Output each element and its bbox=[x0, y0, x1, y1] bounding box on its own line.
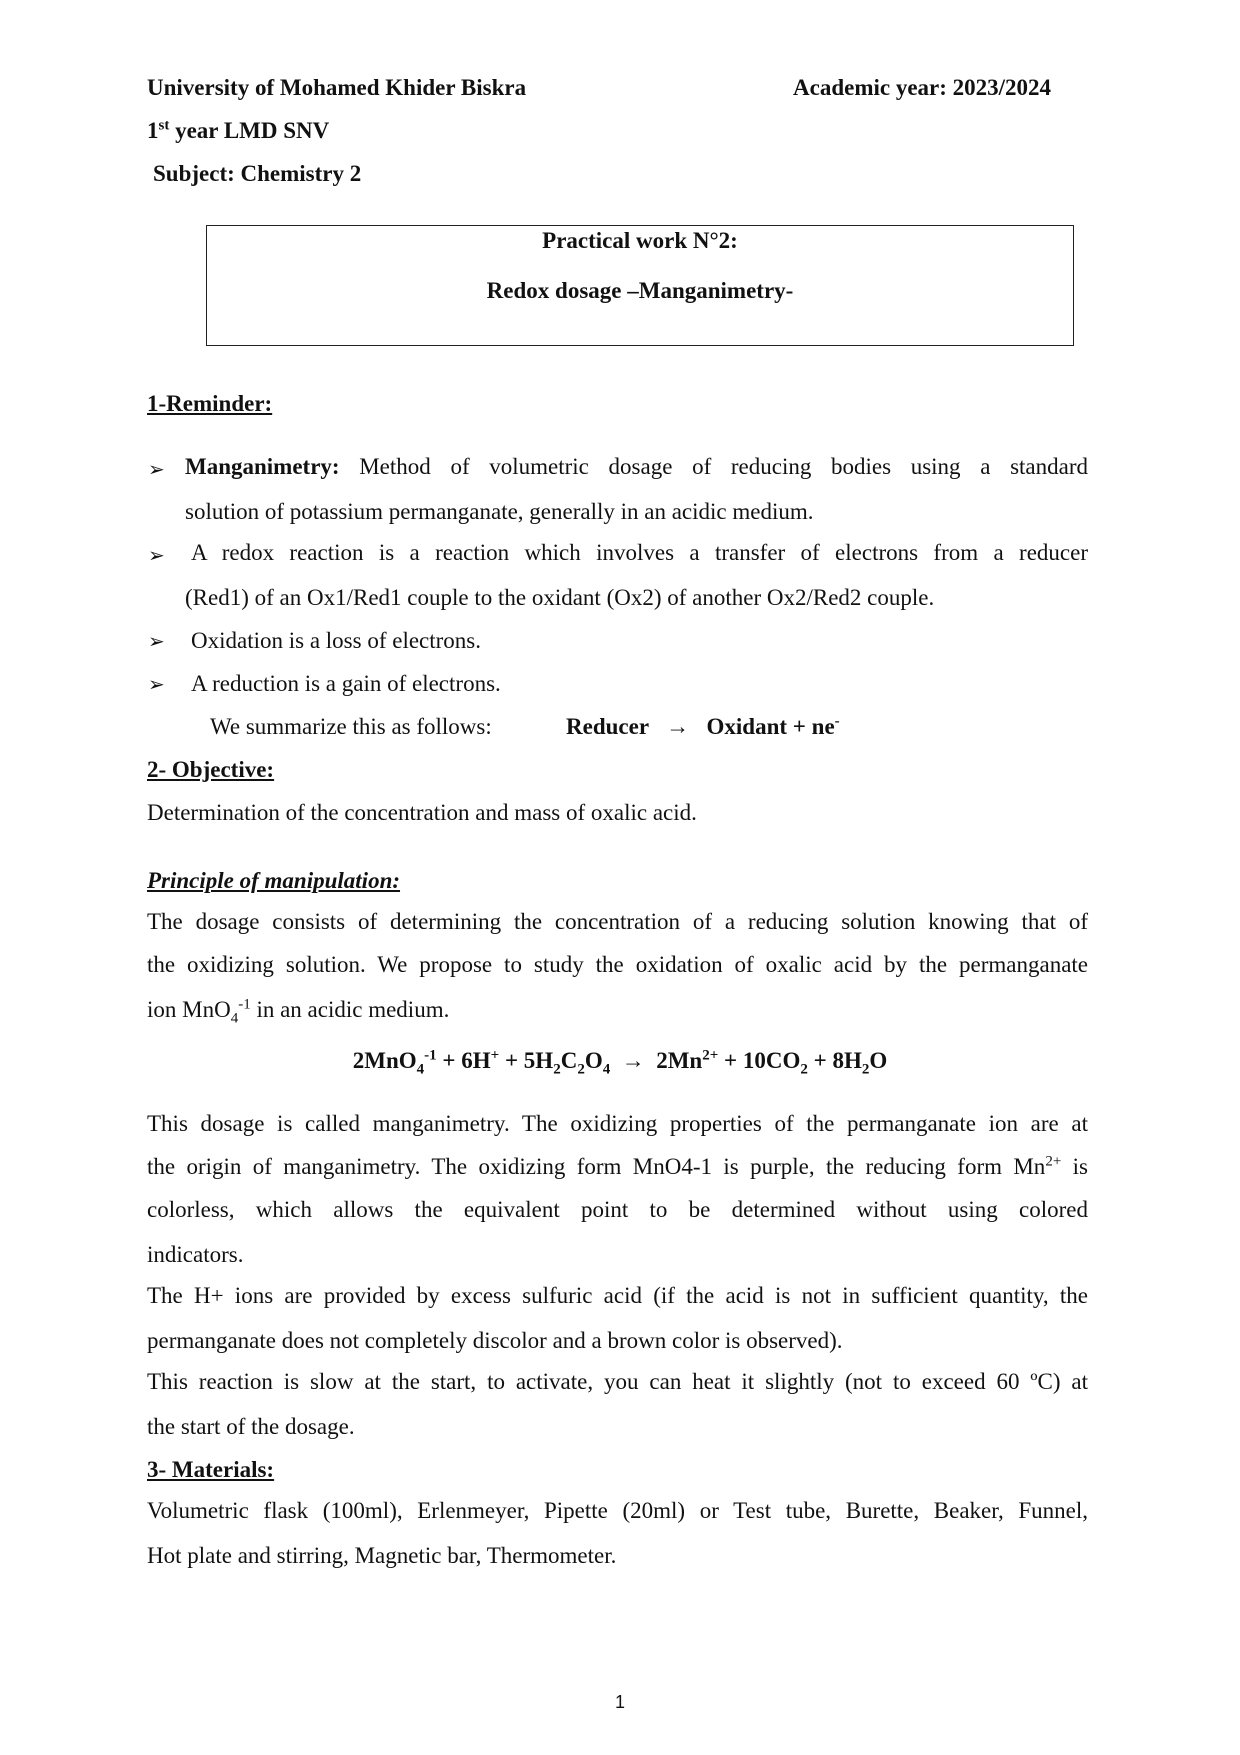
principle-p3-line1: The H+ ions are provided by excess sulfuric acid (if the acid is not in sufficient quantity, the bbox=[147, 1283, 1088, 1308]
principle-p2-line4: indicators. bbox=[147, 1242, 244, 1267]
summary-intro: We summarize this as follows: bbox=[210, 714, 492, 739]
bullet-reduction: A reduction is a gain of electrons. bbox=[191, 671, 501, 696]
principle-p1-line2: the oxidizing solution. We propose to study the oxidation of oxalic acid by the permanganate bbox=[147, 952, 1088, 977]
arrow-bullet-icon: ➢ bbox=[148, 543, 165, 567]
materials-heading: 3- Materials: bbox=[147, 1457, 275, 1482]
university-name: University of Mohamed Khider Biskra bbox=[147, 75, 527, 100]
objective-heading: 2- Objective: bbox=[147, 757, 275, 782]
principle-p4-line1: This reaction is slow at the start, to activate, you can heat it slightly (not to exceed 60 ºC) at bbox=[147, 1369, 1088, 1394]
principle-p2-line1: This dosage is called manganimetry. The oxidizing properties of the permanganate ion are at bbox=[147, 1111, 1088, 1136]
principle-p3-line2: permanganate does not completely discolor and a brown color is observed). bbox=[147, 1328, 843, 1353]
study-year: 1st year LMD SNV bbox=[147, 117, 330, 143]
arrow-bullet-icon: ➢ bbox=[148, 629, 165, 653]
principle-heading: Principle of manipulation: bbox=[147, 868, 401, 893]
materials-line1: Volumetric flask (100ml), Erlenmeyer, Pipette (20ml) or Test tube, Burette, Beaker, Funnel, bbox=[147, 1498, 1088, 1523]
principle-p1-line3: ion MnO$_4^{-1}$ in an acidic medium. bbox=[147, 996, 450, 1027]
practical-work-title: Practical work N°2: bbox=[542, 228, 738, 253]
principle-p2-line2: the origin of manganimetry. The oxidizing form MnO4-1 is purple, the reducing form $Mn^{2+}$ is bbox=[147, 1153, 1088, 1179]
bullet-manganimetry: Manganimetry: Method of volumetric dosage of reducing bodies using a standard bbox=[185, 454, 1088, 479]
reminder-heading: 1-Reminder: bbox=[147, 391, 273, 416]
summary-equation: Reducer → Oxidant + ne- bbox=[566, 713, 840, 739]
objective-text: Determination of the concentration and mass of oxalic acid. bbox=[147, 800, 697, 825]
bullet-redox-cont: (Red1) of an Ox1/Red1 couple to the oxidant (Ox2) of another Ox2/Red2 couple. bbox=[185, 585, 935, 610]
bullet-manganimetry-cont: solution of potassium permanganate, generally in an acidic medium. bbox=[185, 499, 814, 524]
page-number: 1 bbox=[614, 1692, 625, 1712]
practical-work-subtitle: Redox dosage –Manganimetry- bbox=[486, 278, 794, 303]
redox-equation: $2MnO_4^{-1} + 6H^+ + 5H_2C_2O_4 \to 2Mn^{2+} + 10CO_2 + 8H_2O$ bbox=[352, 1047, 888, 1078]
subject-line: Subject: Chemistry 2 bbox=[153, 161, 362, 186]
arrow-bullet-icon: ➢ bbox=[148, 672, 165, 696]
title-box bbox=[206, 225, 1074, 346]
bullet-oxidation: Oxidation is a loss of electrons. bbox=[191, 628, 482, 653]
materials-line2: Hot plate and stirring, Magnetic bar, Thermometer. bbox=[147, 1543, 617, 1568]
principle-p1-line1: The dosage consists of determining the concentration of a reducing solution knowing that of bbox=[147, 909, 1088, 934]
principle-p4-line2: the start of the dosage. bbox=[147, 1414, 355, 1439]
arrow-bullet-icon: ➢ bbox=[148, 457, 165, 481]
academic-year: Academic year: 2023/2024 bbox=[793, 75, 1052, 100]
bullet-redox: A redox reaction is a reaction which involves a transfer of electrons from a reducer bbox=[191, 540, 1088, 565]
principle-p2-line3: colorless, which allows the equivalent point to be determined without using colored bbox=[147, 1197, 1088, 1222]
